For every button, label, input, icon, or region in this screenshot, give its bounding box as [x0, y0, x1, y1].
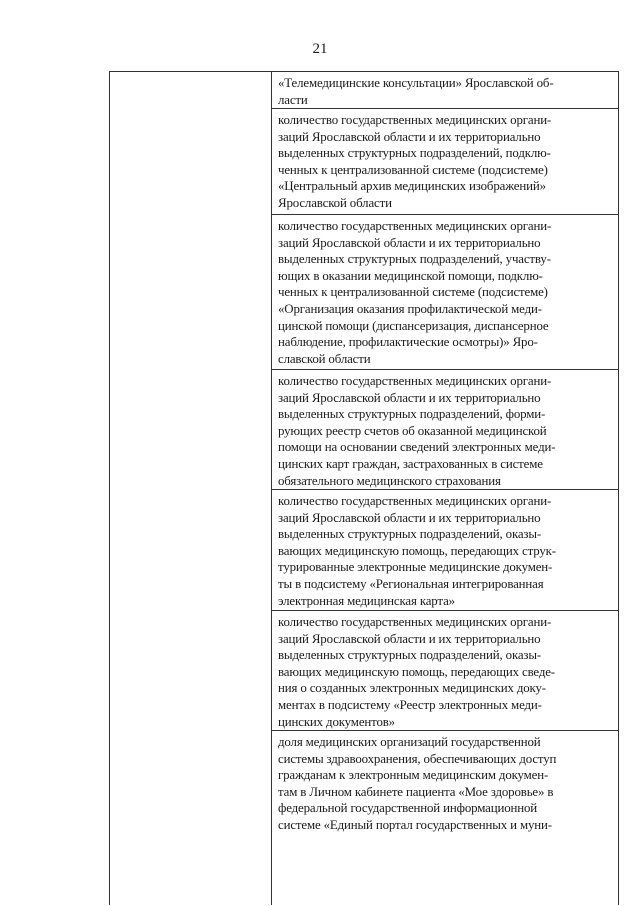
row-text-line: количество государственных медицинских органи- [278, 494, 552, 508]
row-text-line: наблюдение, профилактические осмотры)» Яро- [278, 335, 538, 350]
table-row [272, 611, 618, 731]
row-text-line: количество государственных медицинских органи- [278, 219, 552, 233]
row-text-line: выделенных структурных подразделений, оказы- [278, 648, 542, 663]
row-text-line: славской области [278, 351, 371, 366]
row-text-line: выделенных структурных подразделений, участву- [278, 252, 551, 267]
row-text-line: вающих медицинскую помощь, передающих струк- [278, 543, 556, 558]
table-row [272, 370, 618, 490]
row-text-line: «Телемедицинские консультации» Ярославской об- [278, 76, 554, 90]
row-text-line: выделенных структурных подразделений, оказы- [278, 527, 542, 542]
page-number: 21 [312, 41, 328, 57]
row-text-line: ния о созданных электронных медицинских доку- [278, 681, 546, 696]
row-text-line: количество государственных медицинских органи- [278, 374, 552, 388]
row-text-line: ты в подсистему «Региональная интегрированная [278, 576, 544, 591]
row-text-line: ласти [278, 92, 308, 107]
row-text-line: ющих в оказании медицинской помощи, подклю- [278, 268, 543, 283]
table-row [272, 731, 618, 906]
row-text-line: цинских карт граждан, застрахованных в системе [278, 456, 543, 471]
row-text-line: Ярославской области [278, 195, 392, 210]
row-text-line: там в Личном кабинете пациента «Мое здоровье» в [278, 784, 554, 799]
row-text-line: системы здравоохранения, обеспечивающих доступ [278, 751, 557, 766]
row-text-line: рующих реестр счетов об оказанной медицинской [278, 423, 547, 438]
table-row [272, 215, 618, 370]
row-text-line: количество государственных медицинских органи- [278, 615, 552, 629]
row-text-line: ченных к централизованной системе (подсистеме) [278, 162, 548, 177]
row-text-line: доля медицинских организаций государственной [278, 735, 541, 749]
row-text-line: «Организация оказания профилактической меди- [278, 301, 542, 316]
row-text-line: ченных к централизованной системе (подсистеме) [278, 285, 548, 300]
row-text-line: заций Ярославской области и их территориально [278, 390, 541, 405]
row-text-line: заций Ярославской области и их территориально [278, 631, 541, 646]
row-text-line: ментах в подсистему «Реестр электронных меди- [278, 697, 542, 712]
table-row [272, 490, 618, 611]
row-text-line: системе «Единый портал государственных и муни- [278, 817, 552, 832]
row-text-line: заций Ярославской области и их территориально [278, 235, 541, 250]
row-text-line: заций Ярославской области и их территориально [278, 129, 541, 144]
row-text-line: цинских документов» [278, 714, 395, 729]
row-text-line: количество государственных медицинских органи- [278, 113, 552, 127]
row-text-line: электронная медицинская карта» [278, 593, 455, 608]
row-text-line: федеральной государственной информационной [278, 801, 538, 816]
indicator-table [109, 71, 619, 905]
row-text-line: «Центральный архив медицинских изображений» [278, 179, 546, 194]
row-text-line: выделенных структурных подразделений, подклю- [278, 146, 551, 161]
row-text-line: турированные электронные медицинские докумен- [278, 560, 553, 575]
row-text-line: гражданам к электронным медицинским докумен- [278, 768, 549, 783]
row-text-line: вающих медицинскую помощь, передающих сведе- [278, 664, 555, 679]
row-text-line: выделенных структурных подразделений, форми- [278, 407, 546, 422]
row-text-line: цинской помощи (диспансеризация, диспансерное [278, 318, 549, 333]
row-text-line: обязательного медицинского страхования [278, 473, 501, 488]
indicator-column [272, 72, 619, 905]
row-text-line: помощи на основании сведений электронных меди- [278, 440, 556, 455]
table-row [272, 109, 618, 215]
row-text-line: заций Ярославской области и их территориально [278, 510, 541, 525]
table-row [272, 72, 618, 109]
